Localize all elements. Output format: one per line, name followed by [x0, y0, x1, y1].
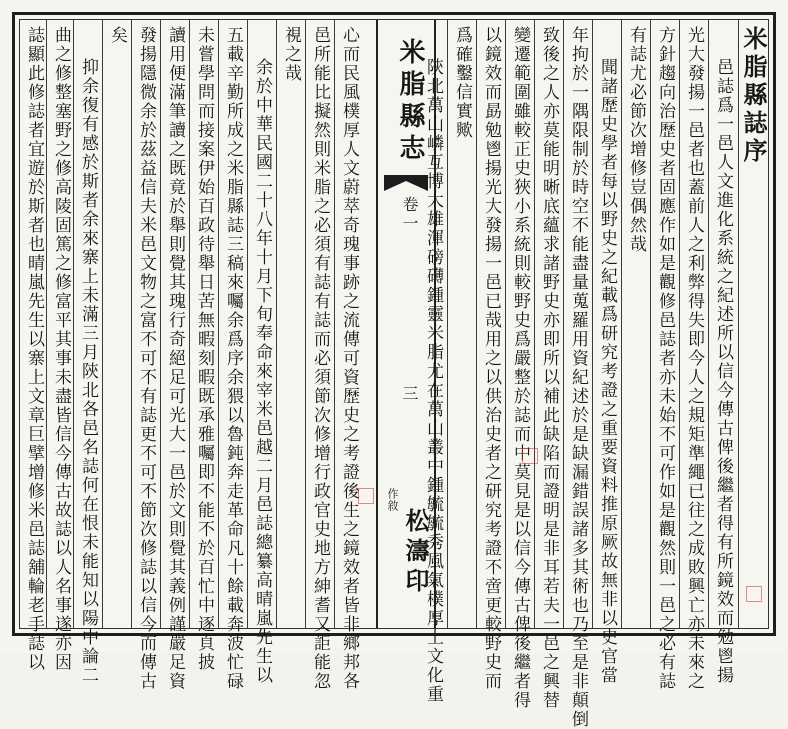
column-rule [505, 20, 506, 628]
text-column: 爲確鑿信實歟 [452, 26, 472, 140]
column-rule [592, 20, 593, 628]
text-column: 抑余復有感於斯者余來寨上未滿三月陝北各邑名誌何在恨未能知以陽中論二 [78, 58, 98, 685]
column-rule [73, 20, 74, 628]
text-column: 有誌尤必節次增修豈偶然哉 [626, 26, 646, 254]
column-rule [563, 20, 564, 628]
red-seal-mark [358, 488, 374, 504]
page-inner-border [19, 19, 769, 729]
text-column: 邑所能比擬然則米脂之必須有誌有誌而必須節次修增行政官史地方紳耆又詎能忽 [310, 26, 330, 691]
text-column: 聞諸歷史學者每以野史之紀載爲研究考證之重要資料推原厥故無非以史官當 [597, 58, 617, 685]
text-column: 讀用便滿筆讀之既竟於舉則覺其瑰行奇絕足可光大一邑於文則覺其義例謹嚴足資 [165, 26, 185, 691]
text-column: 陝北萬山嶙互博大雄渾磅礴鍾靈米脂尤在萬山叢中鍾毓毓秀風氣樸厚上文化重 [423, 58, 443, 704]
text-column: 矣 [107, 26, 127, 45]
press-name: 松濤印 [401, 508, 430, 598]
text-column: 心而民風樸厚人文蔚萃奇瑰事跡之流傳可資歷史之考證後生之鏡效者皆非鄉邦各 [339, 26, 359, 691]
volume-label: 卷一 [400, 196, 419, 234]
text-column: 誌顯此修誌者宜遊於斯者也晴嵐先生以寨上文章巨擘增修米邑誌舖輪老手誌以 [24, 26, 44, 672]
column-rule [305, 20, 306, 628]
column-rule [189, 20, 190, 628]
column-rule [46, 20, 47, 628]
text-column: 視之哉 [281, 26, 301, 83]
column-rule [334, 20, 335, 628]
text-column: 未嘗學問而接案伊始百政待舉日苦無暇刻暇既承雅囑即不能不於百忙中逐頁披 [194, 26, 214, 672]
column-rule [679, 20, 680, 628]
text-column: 光大發揚一邑者也蓋前人之利弊得失即今人之規矩準繩已往之成敗興亡亦未來之 [684, 26, 704, 691]
column-rule [708, 20, 709, 628]
column-rule [476, 20, 477, 628]
column-rule [276, 20, 277, 628]
text-column: 余於中華民國二十八年十月下旬奉命來宰米邑越二月邑誌總纂高晴嵐先生以 [252, 58, 272, 685]
text-column: 年拘於一隅限制於時空不能盡量蒐羅用資紀述於是缺漏錯誤諸多其術也乃至是非顛倒 [568, 26, 588, 729]
red-seal-mark [746, 586, 762, 602]
text-column: 邑誌爲一邑人文進化系統之紀述所以信今傳古俾後繼者得有所鏡效而勉鬯揚 [713, 58, 733, 685]
column-rule [650, 20, 651, 628]
author-label: 作敘 [386, 488, 399, 512]
spine-title: 米脂縣志 [395, 38, 425, 166]
column-rule [621, 20, 622, 628]
column-rule [218, 20, 219, 628]
column-rule [447, 20, 448, 628]
column-rule [247, 20, 248, 628]
preface-title: 米脂縣誌序 [739, 26, 768, 166]
right-page [423, 20, 776, 729]
text-column: 致後之人亦莫能明晰底蘊求諸野史亦即所以補此缺陷而證明是非耳若夫一邑之興替 [539, 26, 559, 710]
left-page [20, 20, 372, 691]
page-number: 三 [400, 385, 419, 401]
column-rule [160, 20, 161, 628]
page-frame [12, 12, 776, 729]
text-column: 五載辛勤所成之米脂縣誌三稿來囑余爲序余猥以魯鈍奔走革命凡十餘載奔波忙碌 [223, 26, 243, 691]
column-rule [102, 20, 103, 628]
text-column: 變遷範圍雖較正史狹小系統則較野史爲嚴整於誌而中莫見是以信今傳古俾後繼者得 [510, 26, 530, 710]
text-column: 以鏡效而勗勉鬯揚光大發揚一邑已哉用之以供治史者之研究考證不啻更較野史而 [481, 26, 501, 691]
red-seal-mark [522, 448, 538, 464]
column-rule [131, 20, 132, 628]
text-column: 曲之修整塞野之修高陵固篤之修富平其事未盡皆信今傳古故誌以人名事遂亦因 [51, 26, 71, 672]
text-column: 發揚隱微余於茲益信夫米邑文物之富不可不有誌更不可不節次修誌以信今而傳古 [136, 26, 156, 691]
text-column: 方針趨向治歷史者固應作如是觀修邑誌者亦未始不可作如是觀然則一邑之必有誌 [655, 26, 675, 691]
column-rule [534, 20, 535, 628]
column-rule [738, 20, 739, 628]
